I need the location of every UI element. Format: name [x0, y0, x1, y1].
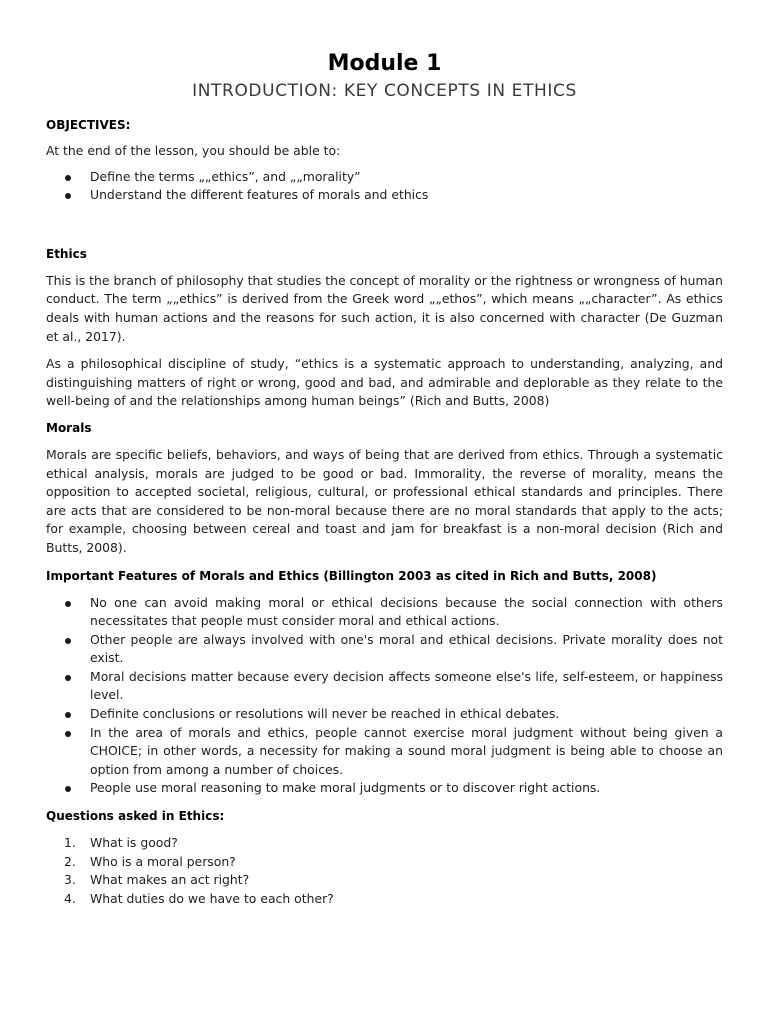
list-item: People use moral reasoning to make moral judgments or to discover right actions.	[46, 779, 723, 798]
list-item: Other people are always involved with one's moral and ethical decisions. Private morality does not exist.	[46, 631, 723, 668]
bullet-icon	[65, 786, 71, 792]
list-item: 2. Who is a moral person?	[64, 853, 236, 869]
ethics-paragraph-1: This is the branch of philosophy that studies the concept of morality or the rightness or wrongness of human conduct. The term „„ethics” is derived from the Greek word „„ethos”, which means „„character”. As ethics deals with human actions and the reasons for such action, it is also concerned with character (De Guzman et al., 2017).	[46, 272, 723, 344]
list-item: In the area of morals and ethics, people cannot exercise moral judgment without being given a CHOICE; in other words, a necessity for making a sound moral judgment is being able to choose an option from among a number of choices.	[46, 724, 723, 780]
bullet-icon	[65, 712, 71, 718]
list-item: 3. What makes an act right?	[64, 872, 250, 888]
document-page	[46, 50, 723, 908]
bullet-icon	[65, 675, 71, 681]
ethics-paragraph-2: As a philosophical discipline of study, “ethics is a systematic approach to understanding, analyzing, and distinguishing matters of right or wrong, good and bad, and admirable and deplorable as they relate to the well-being of and the relationships among human beings” (Rich and Butts, 2008)	[46, 356, 723, 409]
objectives-list	[46, 168, 723, 205]
bullet-icon	[65, 731, 71, 737]
morals-heading: Morals	[46, 420, 92, 435]
list-item: 1. What is good?	[64, 835, 178, 851]
list-item: Understand the different features of morals and ethics	[46, 186, 723, 205]
list-item: Definite conclusions or resolutions will never be reached in ethical debates.	[46, 705, 723, 724]
bullet-icon	[65, 638, 71, 644]
objectives-intro: At the end of the lesson, you should be able to:	[46, 143, 341, 158]
questions-list	[46, 834, 723, 908]
list-item: Define the terms „„ethics”, and „„morality”	[46, 168, 723, 187]
list-item: 4. What duties do we have to each other?	[64, 890, 334, 906]
list-item: No one can avoid making moral or ethical decisions because the social connection with others necessitates that people must consider moral and ethical actions.	[46, 594, 723, 631]
bullet-icon	[65, 193, 71, 199]
bullet-icon	[65, 175, 71, 181]
features-list	[46, 594, 723, 799]
module-title: Module 1	[327, 51, 442, 76]
module-subtitle: INTRODUCTION: KEY CONCEPTS IN ETHICS	[192, 81, 577, 101]
bullet-icon	[65, 601, 71, 607]
list-item: Moral decisions matter because every decision affects someone else's life, self-esteem, or happiness level.	[46, 668, 723, 705]
features-heading: Important Features of Morals and Ethics (Billington 2003 as cited in Rich and Butts, 2008)	[46, 568, 657, 583]
objectives-heading: OBJECTIVES:	[46, 118, 131, 132]
ethics-heading: Ethics	[46, 246, 87, 261]
morals-paragraph: Morals are specific beliefs, behaviors, and ways of being that are derived from ethics. Through a systematic ethical analysis, morals are judged to be good or bad. Immorality, the reverse of morality, means the opposition to accepted societal, religious, cultural, or professional ethical standards and principles. There are acts that are considered to be non-moral because there are no moral standards that apply to the acts; for example, choosing between cereal and toast and jam for breakfast is a non-moral decision (Rich and Butts, 2008).	[46, 446, 723, 555]
questions-heading: Questions asked in Ethics:	[46, 809, 225, 824]
